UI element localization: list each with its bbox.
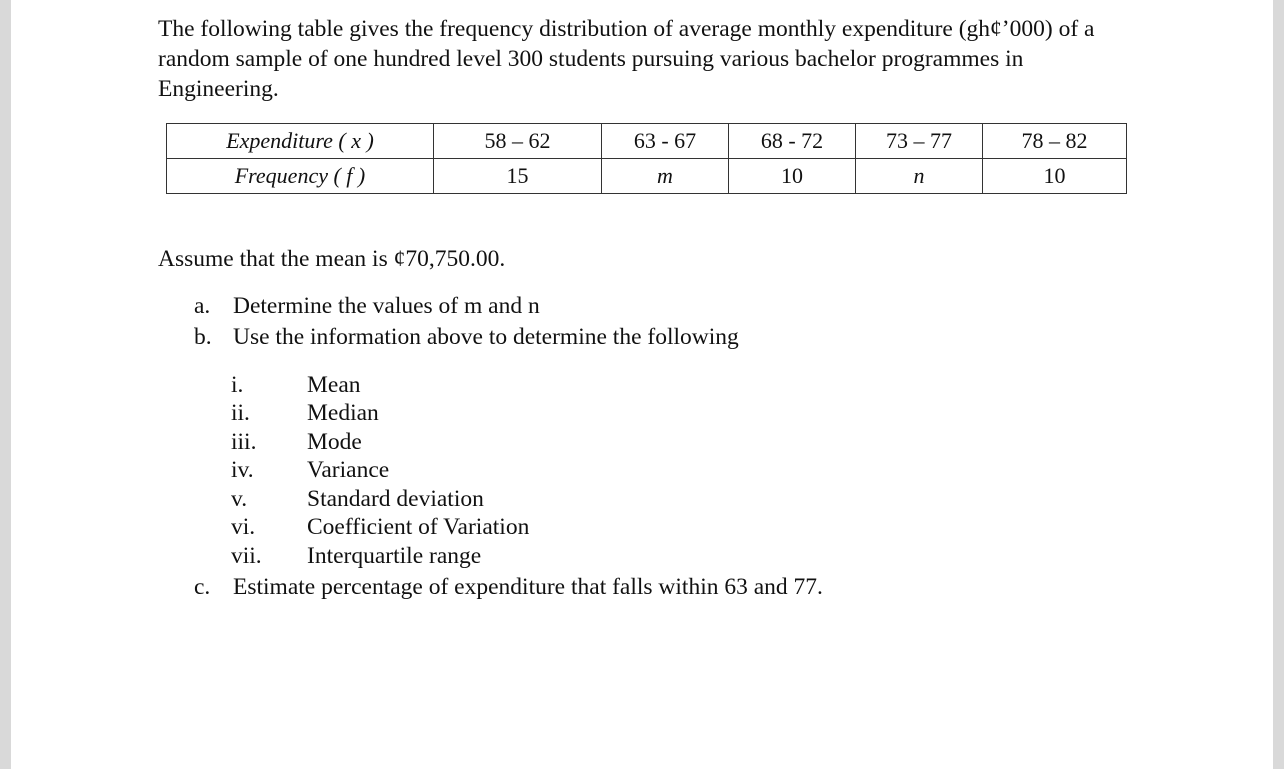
subitem-marker: iv. xyxy=(231,457,254,483)
table-row-frequency xyxy=(167,159,1127,194)
question-marker: b. xyxy=(194,324,212,350)
question-marker: a. xyxy=(194,293,211,319)
question-marker: c. xyxy=(194,574,211,600)
subitem-marker: iii. xyxy=(231,429,257,455)
table-row-expenditure xyxy=(167,124,1127,159)
document-page xyxy=(11,0,1273,769)
subitem-marker: v. xyxy=(231,486,248,512)
subitem-text: Standard deviation xyxy=(307,486,484,512)
table-cell: 58 – 62 xyxy=(434,124,602,159)
subitem-text: Coefficient of Variation xyxy=(307,514,530,540)
table-cell: 10 xyxy=(983,159,1127,194)
table-cell-n: n xyxy=(856,159,983,194)
mean-assumption: Assume that the mean is ¢70,750.00. xyxy=(158,246,506,272)
table-cell: 63 - 67 xyxy=(602,124,729,159)
table-cell: 73 – 77 xyxy=(856,124,983,159)
subitem-text: Median xyxy=(307,400,379,426)
subitem-marker: ii. xyxy=(231,400,250,426)
subitem-marker: vi. xyxy=(231,514,256,540)
subitem-text: Mean xyxy=(307,372,361,398)
subitem-text: Interquartile range xyxy=(307,543,482,569)
question-text: Estimate percentage of expenditure that falls within 63 and 77. xyxy=(233,574,823,600)
subitem-text: Variance xyxy=(307,457,390,483)
table-cell: 10 xyxy=(729,159,856,194)
question-text: Use the information above to determine the following xyxy=(233,324,739,350)
row-label-frequency: Frequency ( f ) xyxy=(167,159,434,194)
row-label-expenditure: Expenditure ( x ) xyxy=(167,124,434,159)
subitem-text: Mode xyxy=(307,429,362,455)
question-text: Determine the values of m and n xyxy=(233,293,540,319)
table-cell: 15 xyxy=(434,159,602,194)
intro-paragraph: The following table gives the frequency distribution of average monthly expenditure (gh¢’000) of a random sample of one hundred level 300 students pursuing various bachelor programmes in Engineering. xyxy=(158,16,1095,102)
subitem-marker: i. xyxy=(231,372,244,398)
subitem-marker: vii. xyxy=(231,543,262,569)
table-cell-m: m xyxy=(602,159,729,194)
frequency-table xyxy=(166,123,1127,194)
table-cell: 68 - 72 xyxy=(729,124,856,159)
table-cell: 78 – 82 xyxy=(983,124,1127,159)
